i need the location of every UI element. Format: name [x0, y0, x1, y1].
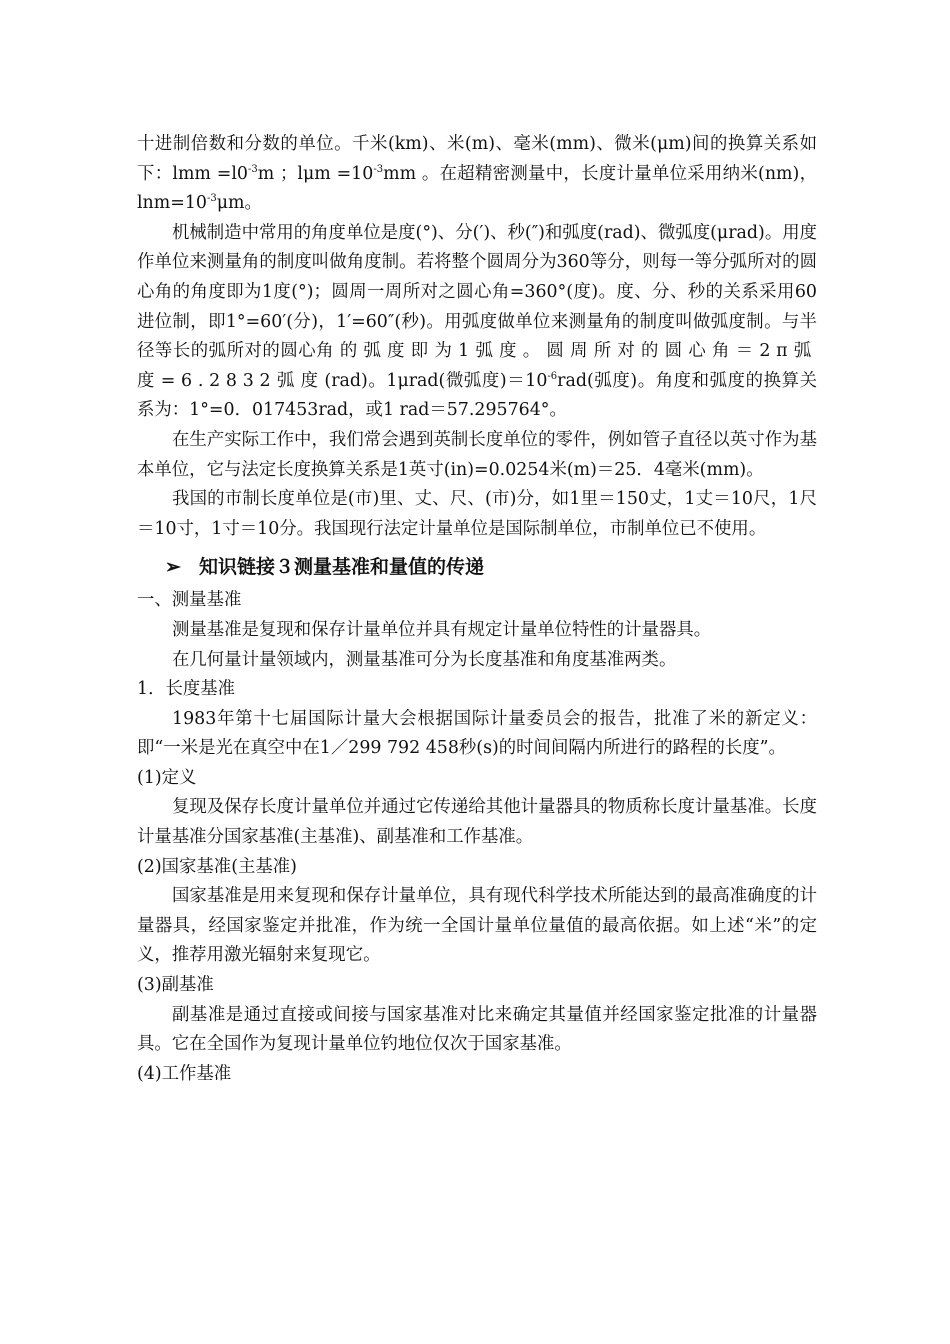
paragraph-length-units: 十进制倍数和分数的单位。千米(km)、米(m)、毫米(mm)、微米(μm)间的换算关系如下：lmm $=l0^{-3}m$ ；$l\mu m =10^{-3}mm$ 。在超精密测量中，长度计量单位采用纳米(nm)，$\ln m=10^{-3}\mu m$。	[137, 134, 817, 214]
paragraph-secondary-standard: 副基准是通过直接或间接与国家基准对比来确定其量值并经国家鉴定批准的计量器具。它在全国作为复现计量单位钓地位仅次于国家基准。	[137, 1004, 817, 1055]
paragraph-standard-types: 在几何量计量领域内，测量基准可分为长度基准和角度基准两类。	[172, 649, 677, 670]
paragraph-angle-units: 机械制造中常用的角度单位是度(°)、分(′)、秒(″)和弧度(rad)、微弧度(μrad)。用度作单位来测量角的制度叫做角度制。若将整个圆周分为360等分，则每一等分弧所对的圆心角的角度即为1度(°)；圆周一周所对之圆心角=360°(度)。度、分、秒的关系采用60进位制，即1°=60′(分)，1′=60″(秒)。用弧度做单位来测量角的制度叫做弧度制。与半径等长的弧所对的圆心角的弧度即为1弧度。圆周所对的圆心角＝2π弧度=6.2832弧度(rad)。1μrad(微弧度)$=10^{-6}rad$(弧度)。角度和弧度的换算关系为：1°=0．017453rad，或1 rad＝57.295764°。	[137, 222, 817, 421]
section-heading-text: 知识链接３测量基准和量值的传递	[199, 556, 485, 579]
subsection-title-measurement-standard: 一、测量基准	[137, 590, 242, 611]
arrow-bullet-icon: ➢	[165, 556, 181, 579]
paragraph-imperial-units: 在生产实际工作中，我们常会遇到英制长度单位的零件，例如管子直径以英寸作为基本单位，它与法定长度换算关系是1英寸(in)=0.0254米(m)＝25．4毫米(mm)。	[137, 429, 817, 480]
item-title-working-standard: (4)工作基准	[137, 1063, 232, 1084]
paragraph-national-standard: 国家基准是用来复现和保存计量单位，具有现代科学技术所能达到的最高准确度的计量器具，经国家鉴定并批准，作为统一全国计量单位量值的最高依据。如上述“米”的定义，推荐用激光辐射来复现它。	[137, 886, 817, 966]
item-title-national-standard: (2)国家基准(主基准)	[137, 856, 297, 877]
paragraph-market-units: 我国的市制长度单位是(市)里、丈、尺、(市)分，如1里＝150丈，1丈＝10尺，1尺＝10寸，1寸＝10分。我国现行法定计量单位是国际制单位，市制单位已不使用。	[137, 489, 817, 539]
subsection-title-length-standard: 1．长度基准	[137, 679, 236, 700]
section-heading	[165, 550, 817, 584]
paragraph-meter-definition: 1983年第十七届国际计量大会根据国际计量委员会的报告，批准了米的新定义：即“一米是光在真空中在1／299 792 458秒(s)的时间间隔内所进行的路程的长度”。	[137, 708, 817, 759]
document-body	[137, 130, 817, 1089]
paragraph-definition: 复现及保存长度计量单位并通过它传递给其他计量器具的物质称长度计量基准。长度计量基准分国家基准(主基准)、副基准和工作基准。	[137, 797, 817, 848]
paragraph-standard-definition: 测量基准是复现和保存计量单位并具有规定计量单位特性的计量器具。	[172, 619, 712, 640]
item-title-definition: (1)定义	[137, 767, 197, 788]
item-title-secondary-standard: (3)副基准	[137, 975, 214, 996]
